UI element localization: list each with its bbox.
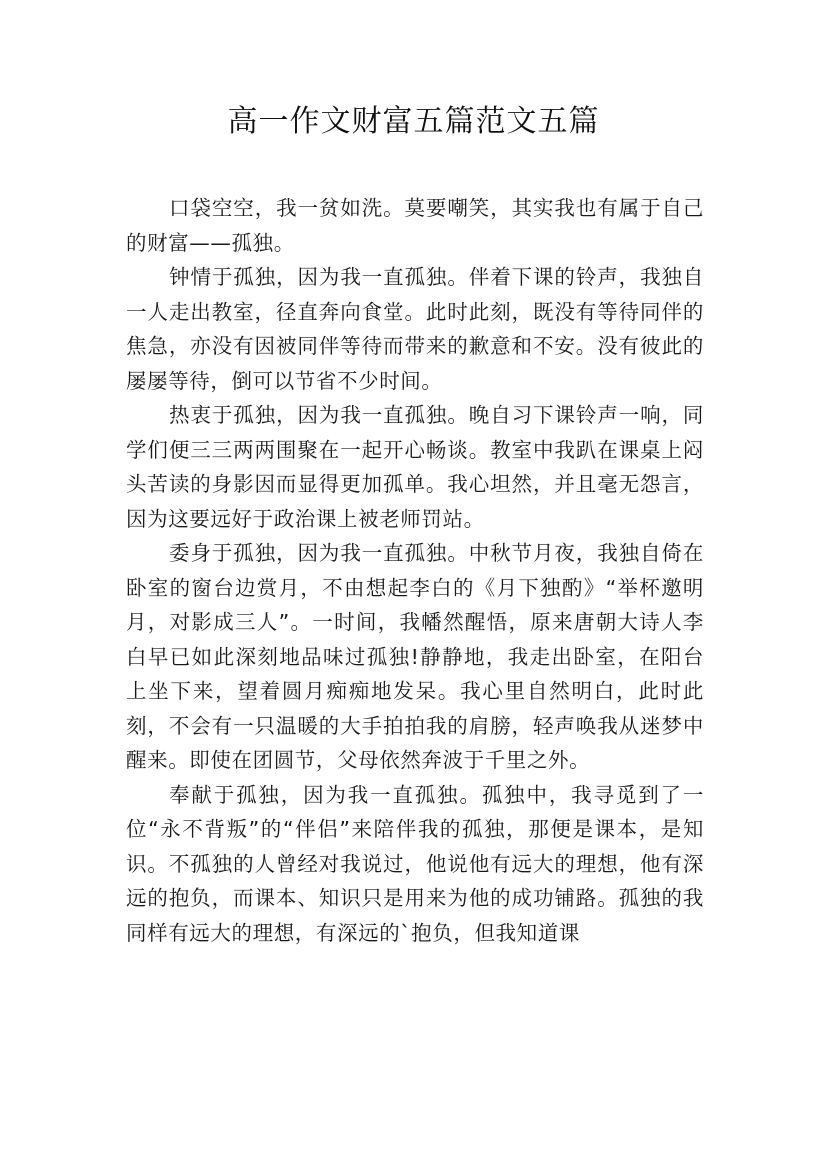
paragraph: 热衷于孤独，因为我一直孤独。晚自习下课铃声一响，同学们便三三两两围聚在一起开心畅谈。教室中我趴在课桌上闷头苦读的身影因而显得更加孤单。我心坦然，并且毫无怨言，因为这要远好于政治课上被老师罚站。 — [126, 403, 704, 531]
document-title: 高一作文财富五篇范文五篇 — [227, 104, 600, 139]
paragraph: 口袋空空，我一贫如洗。莫要嘲笑，其实我也有属于自己的财富——孤独。 — [126, 196, 704, 255]
paragraph: 委身于孤独，因为我一直孤独。中秋节月夜，我独自倚在卧室的窗台边赏月，不由想起李白的《月下独酌》“举杯邀明月，对影成三人”。一时间，我幡然醒悟，原来唐朝大诗人李白早已如此深刻地品味过孤独!静静地，我走出卧室，在阳台上坐下来，望着圆月痴痴地发呆。我心里自然明白，此时此刻，不会有一只温暖的大手拍拍我的肩膀，轻声唤我从迷梦中醒来。即使在团圆节，父母依然奔波于千里之外。 — [126, 541, 704, 772]
document-body — [126, 191, 704, 950]
paragraph: 奉献于孤独，因为我一直孤独。孤独中，我寻觅到了一位“永不背叛”的“伴侣”来陪伴我的孤独，那便是课本，是知识。不孤独的人曾经对我说过，他说他有远大的理想，他有深远的抱负，而课本、知识只是用来为他的成功铺路。孤独的我同样有远大的理想，有深远的`抱负，但我知道课 — [126, 782, 704, 945]
paragraph: 钟情于孤独，因为我一直孤独。伴着下课的铃声，我独自一人走出教室，径直奔向食堂。此时此刻，既没有等待同伴的焦急，亦没有因被同伴等待而带来的歉意和不安。没有彼此的屡屡等待，倒可以节省不少时间。 — [126, 265, 704, 393]
